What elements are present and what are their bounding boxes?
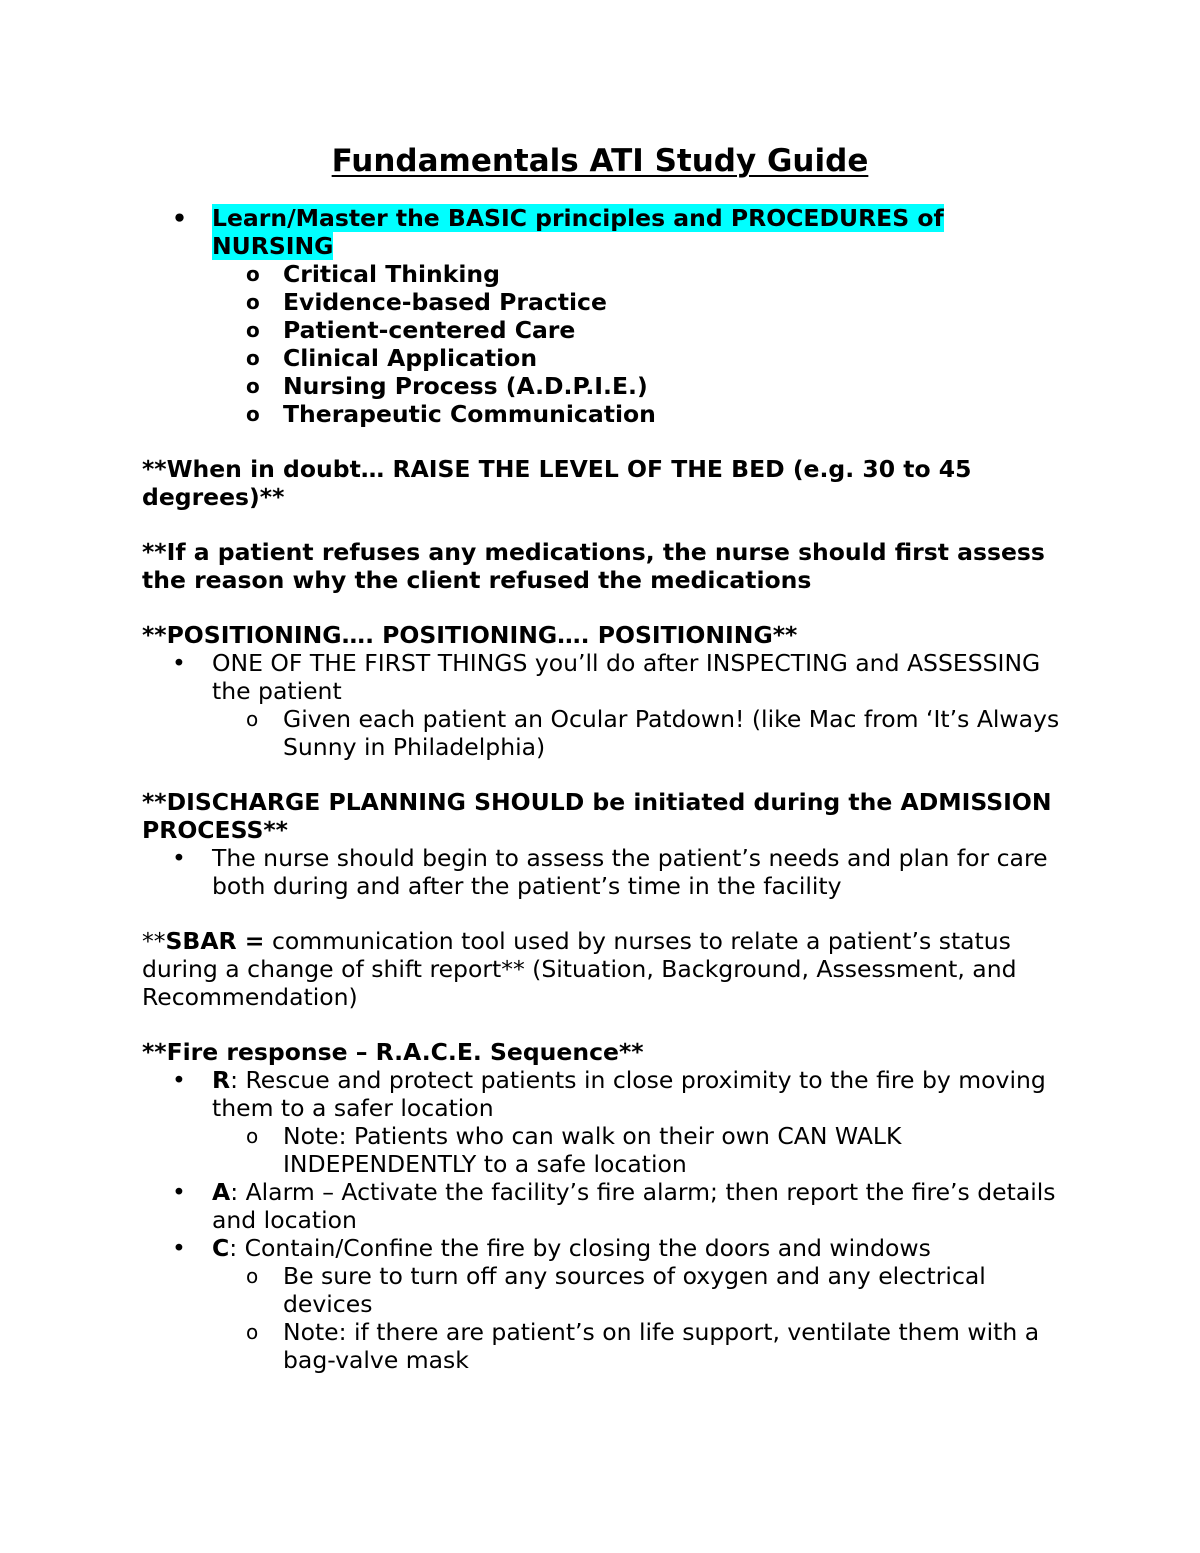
positioning-heading: **POSITIONING…. POSITIONING…. POSITIONING** xyxy=(142,621,798,649)
list-item: o Evidence-based Practice xyxy=(246,288,607,316)
highlighted-text: Learn/Master the BASIC principles and PROCEDURES of NURSING xyxy=(212,204,944,260)
positioning-list xyxy=(142,649,1062,761)
open-bullet-icon: o xyxy=(246,1124,259,1148)
list-item: o Patient-centered Care xyxy=(246,316,576,344)
open-bullet-icon: o xyxy=(246,402,260,426)
intro-list xyxy=(142,204,1062,428)
bullet-icon: • xyxy=(172,1178,186,1206)
open-bullet-icon: o xyxy=(246,1264,259,1288)
discharge-list xyxy=(142,844,1062,900)
list-item: o Critical Thinking xyxy=(246,260,500,288)
list-item: o Therapeutic Communication xyxy=(246,400,656,428)
list-item: o Clinical Application xyxy=(246,344,538,372)
intro-main-item xyxy=(142,204,1062,260)
list-item: o Note: if there are patient’s on life support, ventilate them with a bag-valve mask xyxy=(246,1318,1040,1374)
doubt-note: **When in doubt… RAISE THE LEVEL OF THE BED (e.g. 30 to 45 degrees)** xyxy=(142,455,972,511)
fire-item-r: • R: Rescue and protect patients in close proximity to the fire by moving them to a safer location xyxy=(172,1066,1046,1122)
page-title: Fundamentals ATI Study Guide xyxy=(331,143,869,179)
list-item: o Be sure to turn off any sources of oxygen and any electrical devices xyxy=(246,1262,986,1318)
fire-item-c: • C: Contain/Confine the fire by closing the doors and windows xyxy=(172,1234,931,1262)
bullet-icon: • xyxy=(172,1234,186,1262)
bullet-icon: • xyxy=(172,204,188,232)
fire-list xyxy=(142,1066,1062,1374)
open-bullet-icon: o xyxy=(246,290,260,314)
list-item: • ONE OF THE FIRST THINGS you’ll do after INSPECTING and ASSESSING the patient xyxy=(172,649,1041,705)
refuses-note: **If a patient refuses any medications, the nurse should first assess the reason why the client refused the medications xyxy=(142,538,1045,594)
list-item: o Nursing Process (A.D.P.I.E.) xyxy=(246,372,648,400)
open-bullet-icon: o xyxy=(246,262,260,286)
list-item: • The nurse should begin to assess the patient’s needs and plan for care both during and after the patient’s time in the facility xyxy=(172,844,1048,900)
bullet-icon: • xyxy=(172,844,186,872)
bullet-icon: • xyxy=(172,649,186,677)
list-item: o Given each patient an Ocular Patdown! (like Mac from ‘It’s Always Sunny in Philadelphia) xyxy=(246,705,1060,761)
fire-heading: **Fire response – R.A.C.E. Sequence** xyxy=(142,1038,644,1066)
open-bullet-icon: o xyxy=(246,346,260,370)
fire-item-a: • A: Alarm – Activate the facility’s fire alarm; then report the fire’s details and location xyxy=(172,1178,1056,1234)
bullet-icon: • xyxy=(172,1066,186,1094)
discharge-heading: **DISCHARGE PLANNING SHOULD be initiated during the ADMISSION PROCESS** xyxy=(142,788,1052,844)
open-bullet-icon: o xyxy=(246,374,260,398)
open-bullet-icon: o xyxy=(246,707,259,731)
open-bullet-icon: o xyxy=(246,318,260,342)
open-bullet-icon: o xyxy=(246,1320,259,1344)
sbar-note: **SBAR = communication tool used by nurses to relate a patient’s status during a change of shift report** (Situation, Background, Assessment, and Recommendation) xyxy=(142,927,1017,1011)
list-item: o Note: Patients who can walk on their own CAN WALK INDEPENDENTLY to a safe location xyxy=(246,1122,902,1178)
document-body xyxy=(142,204,1062,1374)
